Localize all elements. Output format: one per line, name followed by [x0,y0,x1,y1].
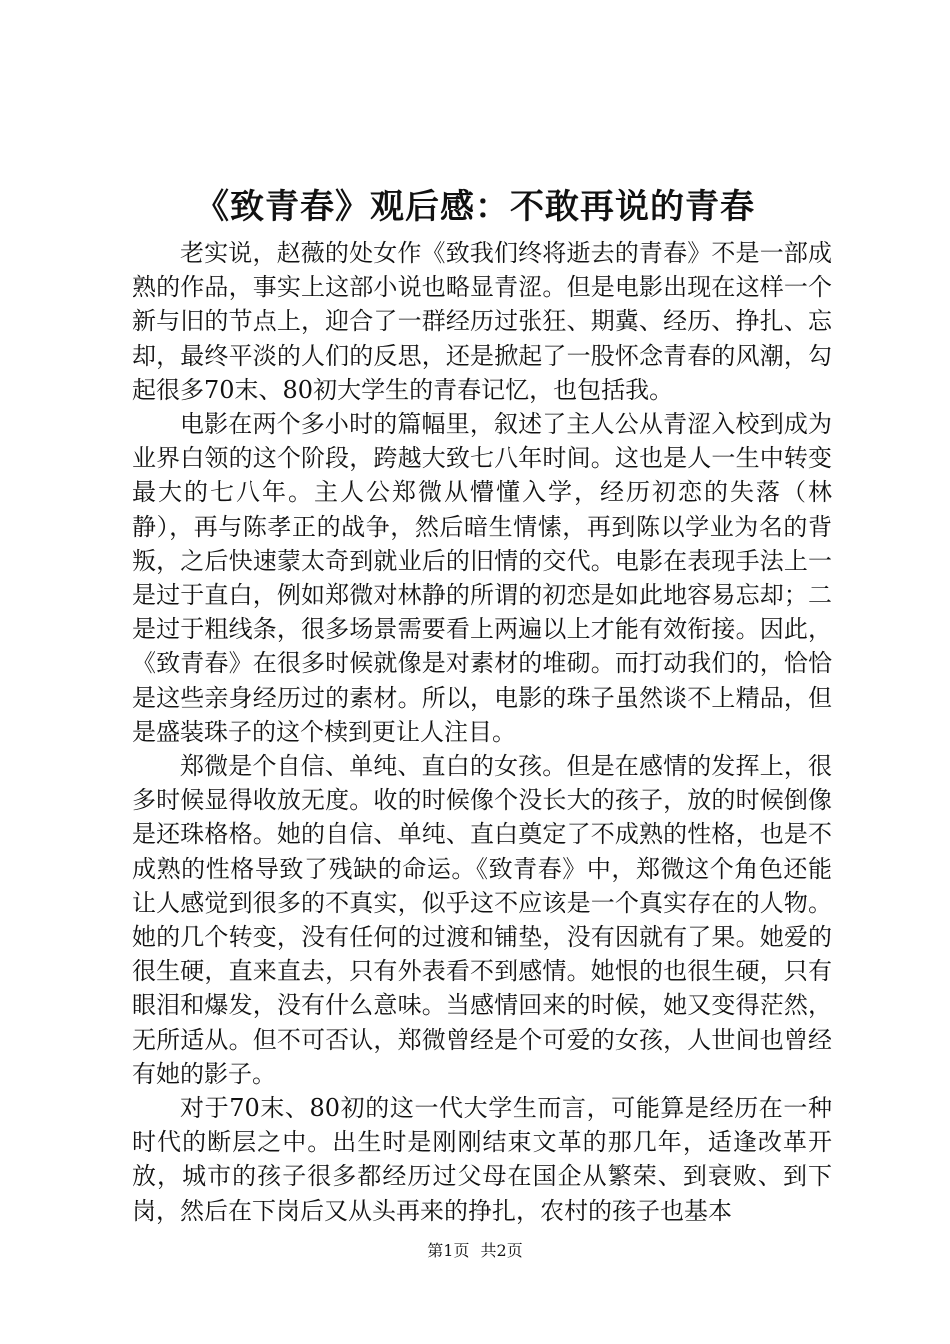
page-title: 《致青春》观后感：不敢再说的青春 [195,187,755,227]
page-number: 第1页 [427,1241,470,1260]
paragraph-4: 对于70末、80初的这一代大学生而言，可能算是经历在一种时代的断层之中。出生时是刚刚结束文革的那几年，适逢改革开放，城市的孩子很多都经历过父母在国企从繁荣、到衰败、到下岗，然后在下岗后又从头再来的挣扎，农村的孩子也基本 [132,1094,832,1225]
page-total: 共2页 [480,1241,523,1260]
article-body [132,236,832,1228]
paragraph-3: 郑微是个自信、单纯、直白的女孩。但是在感情的发挥上，很多时候显得收放无度。收的时候像个没长大的孩子，放的时候倒像是还珠格格。她的自信、单纯、直白奠定了不成熟的性格，也是不成熟的性格导致了残缺的命运。《致青春》中，郑微这个角色还能让人感觉到很多的不真实，似乎这不应该是一个真实存在的人物。她的几个转变，没有任何的过渡和铺垫，没有因就有了果。她爱的很生硬，直来直去，只有外表看不到感情。她恨的也很生硬，只有眼泪和爆发，没有什么意味。当感情回来的时候，她又变得茫然，无所适从。但不可否认，郑微曾经是个可爱的女孩，人世间也曾经有她的影子。 [132,752,832,1088]
paragraph-2: 电影在两个多小时的篇幅里，叙述了主人公从青涩入校到成为业界白领的这个阶段，跨越大致七八年时间。这也是人一生中转变最大的七八年。主人公郑微从懵懂入学，经历初恋的失落（林静），再与陈孝正的战争，然后暗生情愫，再到陈以学业为名的背叛，之后快速蒙太奇到就业后的旧情的交代。电影在表现手法上一是过于直白，例如郑微对林静的所谓的初恋是如此地容易忘却；二是过于粗线条，很多场景需要看上两遍以上才能有效衔接。因此，《致青春》在很多时候就像是对素材的堆砌。而打动我们的，恰恰是这些亲身经历过的素材。所以，电影的珠子虽然谈不上精品，但是盛装珠子的这个椟到更让人注目。 [132,410,832,746]
paragraph-1: 老实说，赵薇的处女作《致我们终将逝去的青春》不是一部成熟的作品，事实上这部小说也略显青涩。但是电影出现在这样一个新与旧的节点上，迎合了一群经历过张狂、期冀、经历、挣扎、忘却，最终平淡的人们的反思，还是掀起了一股怀念青春的风潮，勾起很多70末、80初大学生的青春记忆，也包括我。 [132,239,832,404]
page-footer [0,1240,950,1262]
